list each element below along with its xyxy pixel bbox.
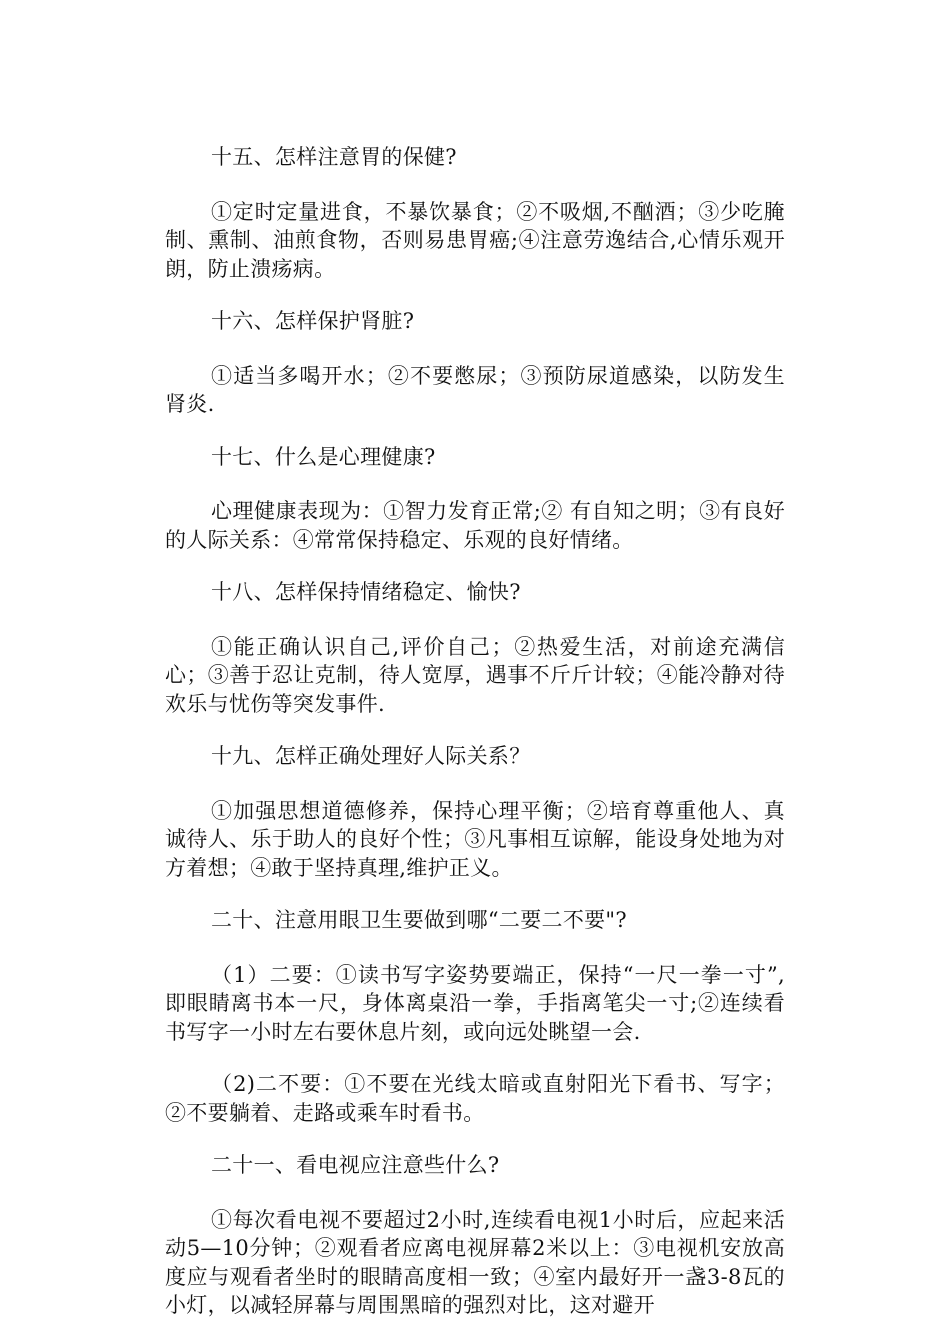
- section-heading-21: 二十一、看电视应注意些什么?: [211, 1153, 500, 1177]
- section-body-18: ①能正确认识自己,评价自己；②热爱生活，对前途充满信心；③善于忍让克制，待人宽厚，遇事不斤斤计较；④能冷静对待欢乐与忧伤等突发事件.: [165, 634, 785, 716]
- section-heading-16: 十六、怎样保护肾脏?: [211, 309, 415, 333]
- section-body-16: ①适当多喝开水；②不要憋尿；③预防尿道感染，以防发生肾炎.: [165, 363, 785, 416]
- section-body-20-part2: （2)二不要：①不要在光线太暗或直射阳光下看书、写字；②不要躺着、走路或乘车时看书。: [165, 1072, 785, 1125]
- section-heading-17: 十七、什么是心理健康?: [211, 444, 436, 469]
- section-body-19: ①加强思想道德修养，保持心理平衡；②培育尊重他人、真诚待人、乐于助人的良好个性；③凡事相互谅解，能设身处地为对方着想；④敢于坚持真理,维护正义。: [165, 798, 785, 880]
- section-body-17: 心理健康表现为：①智力发育正常;② 有自知之明；③有良好的人际关系：④常常保持稳定、乐观的良好情绪。: [165, 499, 785, 552]
- section-body-20-part1: （1）二要：①读书写字姿势要端正，保持“一尺一拳一寸”,即眼睛离书本一尺，身体离桌沿一拳，手指离笔尖一寸;②连续看书写字一小时左右要休息片刻，或向远处眺望一会.: [165, 962, 785, 1044]
- document-page: [165, 143, 785, 1344]
- section-heading-20: 二十、注意用眼卫生要做到哪“二要二不要"?: [211, 908, 627, 932]
- section-body-21: ①每次看电视不要超过2小时,连续看电视1小时后，应起来活动5—10分钟；②观看者应离电视屏幕2米以上：③电视机安放高度应与观看者坐时的眼睛高度相一致；④室内最好开一盏3-8瓦的小灯，以减轻屏幕与周围黑暗的强烈对比，这对避开: [165, 1207, 785, 1317]
- section-heading-15: 十五、怎样注意胃的保健?: [211, 145, 457, 169]
- section-body-15: ①定时定量进食，不暴饮暴食；②不吸烟,不酗酒；③少吃腌制、熏制、油煎食物，否则易患胃癌;④注意劳逸结合,心情乐观开朗，防止溃疡病。: [165, 199, 785, 281]
- section-heading-19: 十九、怎样正确处理好人际关系？: [211, 744, 531, 768]
- section-heading-18: 十八、怎样保持情绪稳定、愉快?: [211, 580, 521, 604]
